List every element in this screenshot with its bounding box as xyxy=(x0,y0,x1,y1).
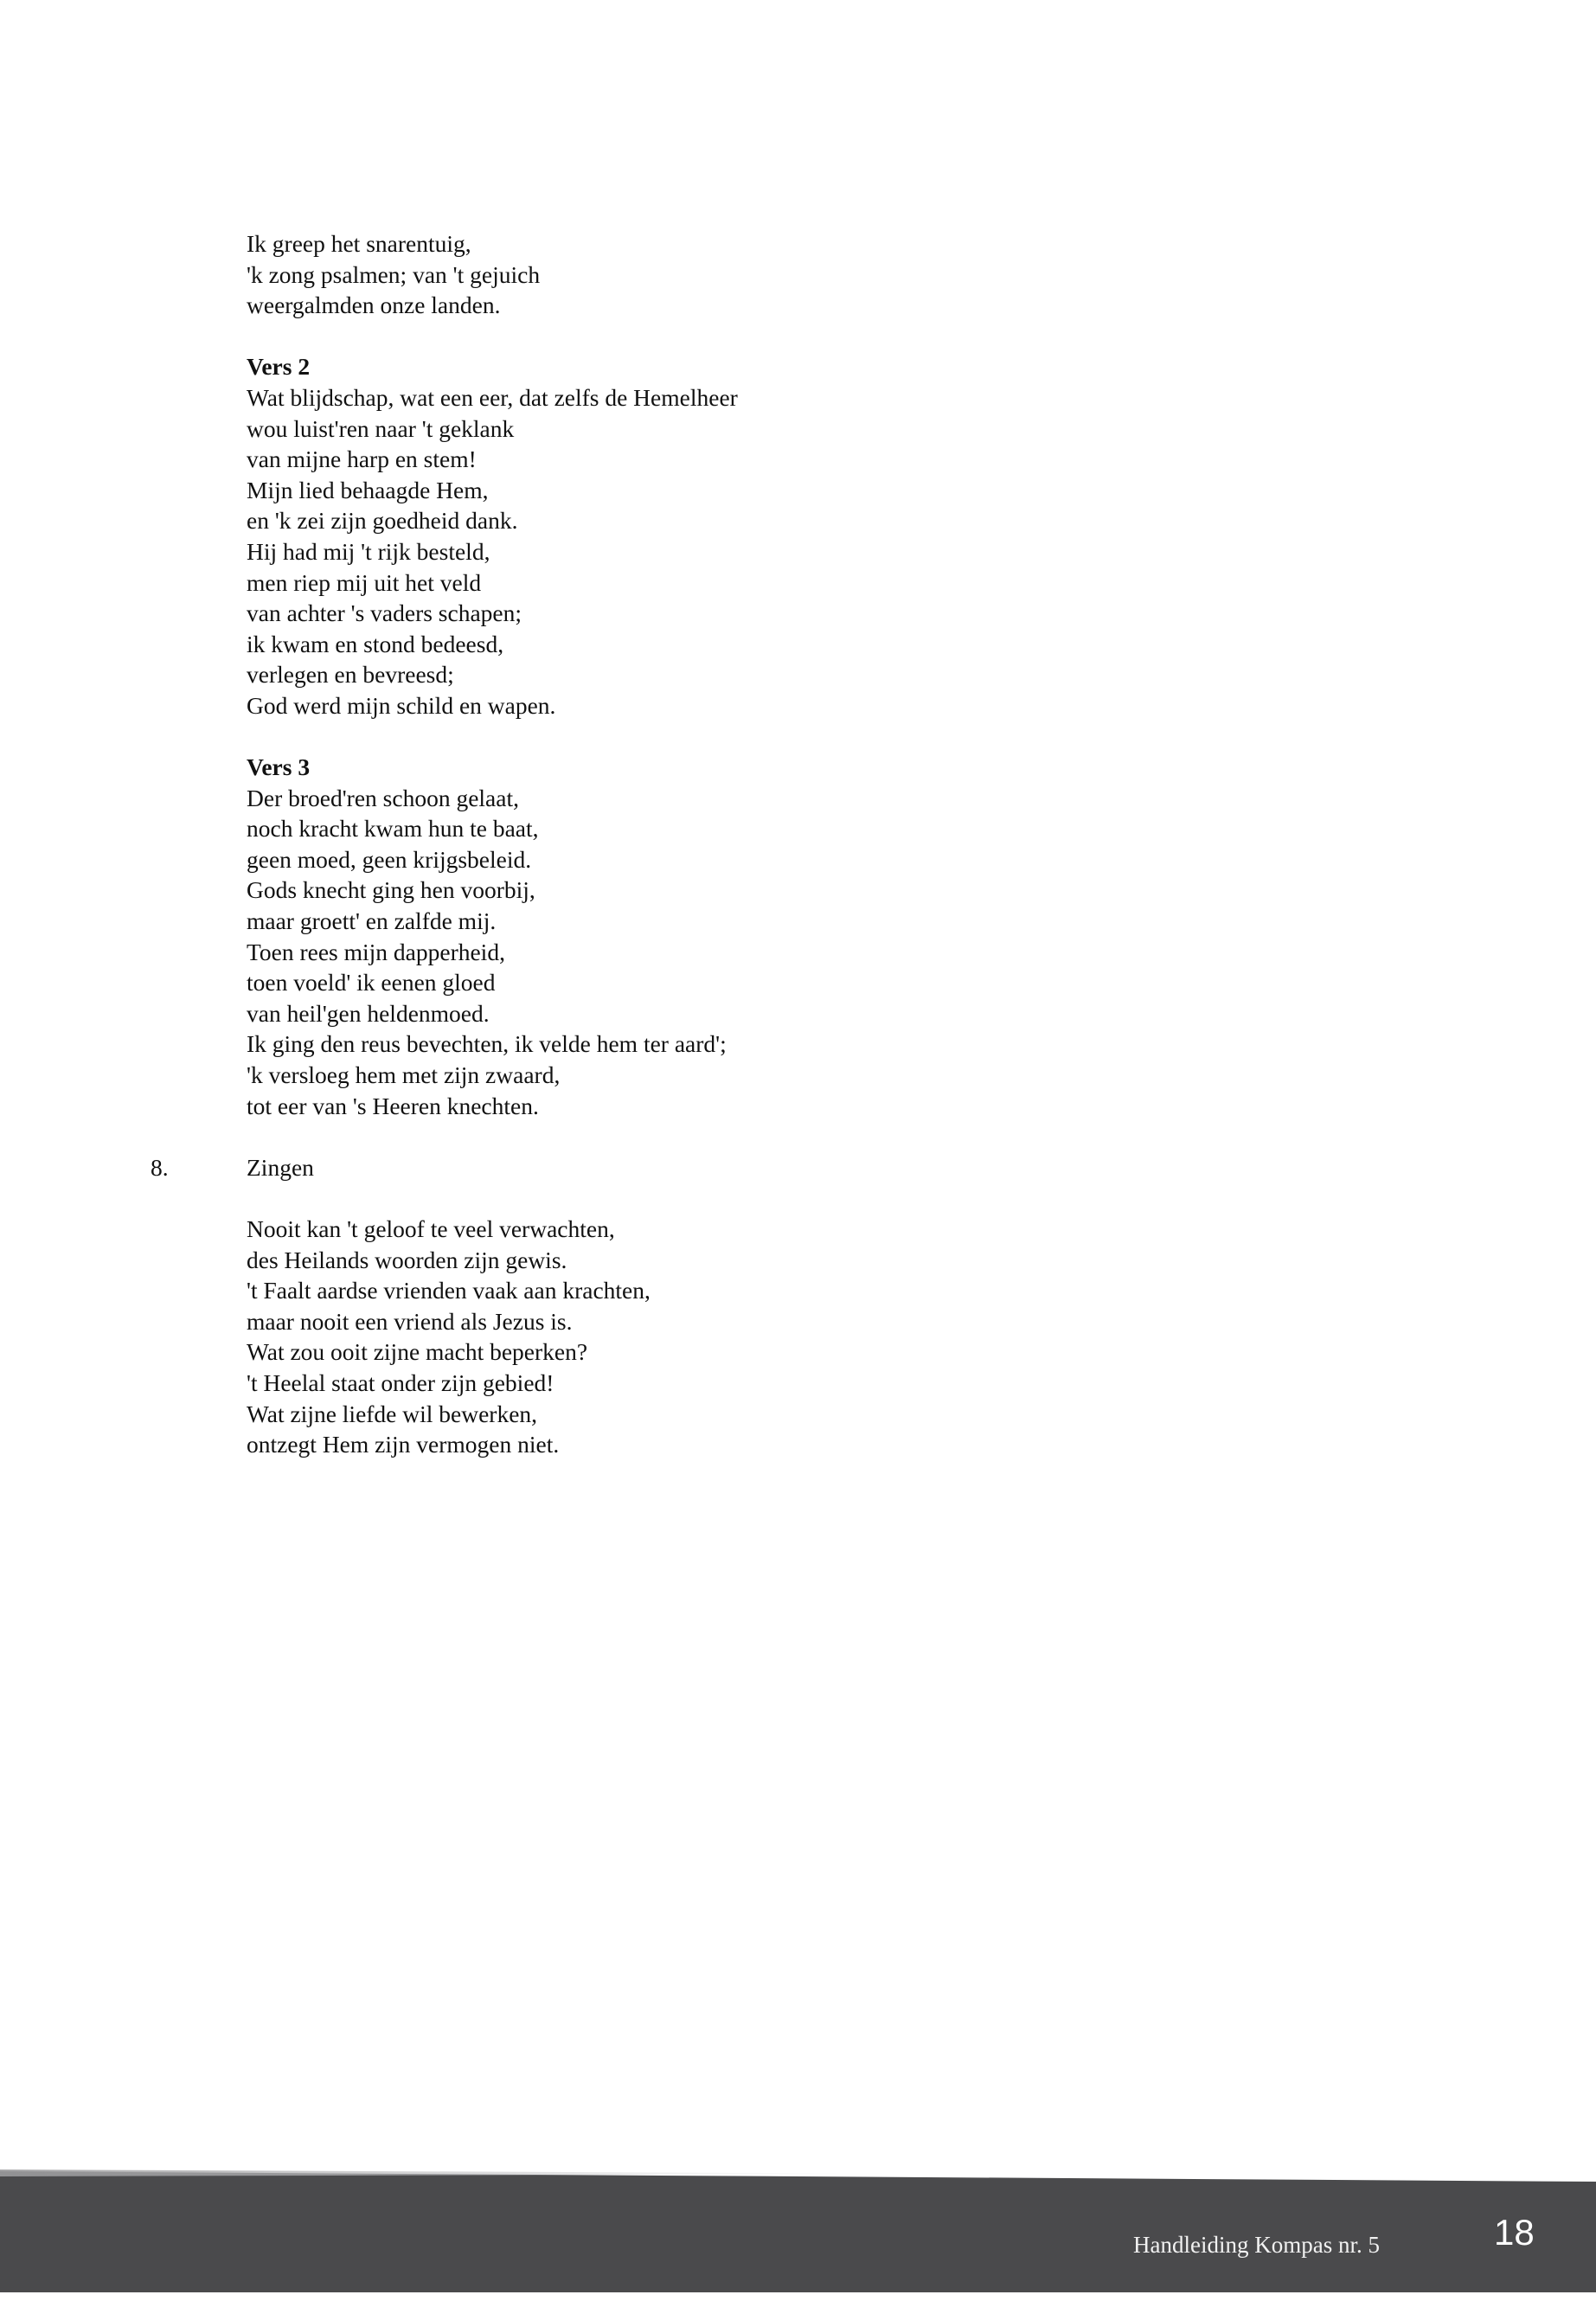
blank-line xyxy=(247,321,1371,352)
verse-line: geen moed, geen krijgsbeleid. xyxy=(247,845,532,873)
blank-line xyxy=(247,1121,1371,1152)
item-number: 8. xyxy=(151,1153,169,1181)
verse-line: 'k zong psalmen; van 't gejuich xyxy=(247,260,541,288)
verse-line: van mijne harp en stem! xyxy=(247,445,477,473)
blank-line xyxy=(247,1183,1371,1214)
song-line: 't Faalt aardse vrienden vaak aan krachten, xyxy=(247,1277,651,1304)
item-title: Zingen xyxy=(247,1153,314,1181)
verse-line: Toen rees mijn dapperheid, xyxy=(247,938,505,965)
verse-line: Ik ging den reus bevechten, ik velde hem ter aard'; xyxy=(247,1030,727,1058)
verse-line: Ik greep het snarentuig, xyxy=(247,230,471,257)
verse-line: ik kwam en stond bedeesd, xyxy=(247,630,504,657)
verse-line: weergalmden onze landen. xyxy=(247,292,501,319)
blank-line xyxy=(247,721,1371,753)
verse-line: Der broed'ren schoon gelaat, xyxy=(247,784,519,811)
verse-2 xyxy=(247,351,1371,721)
verse-line: verlegen en bevreesd; xyxy=(247,661,454,689)
item-8 xyxy=(151,1152,1371,1460)
song-line: maar nooit een vriend als Jezus is. xyxy=(247,1307,573,1335)
page-content xyxy=(151,228,1371,1460)
verse-line: men riep mij uit het veld xyxy=(247,568,482,596)
verse-1-tail xyxy=(247,228,1371,321)
verse-line: Wat blijdschap, wat een eer, dat zelfs de Hemelheer xyxy=(247,383,738,411)
verse-line: van achter 's vaders schapen; xyxy=(247,599,522,627)
song-line: Wat zou ooit zijne macht beperken? xyxy=(247,1338,588,1366)
verse-line: Gods knecht ging hen voorbij, xyxy=(247,876,535,904)
song-line: des Heilands woorden zijn gewis. xyxy=(247,1246,567,1273)
verse-line: Mijn lied behaagde Hem, xyxy=(247,476,489,503)
verse-heading: Vers 2 xyxy=(247,353,311,381)
verse-line: wou luist'ren naar 't geklank xyxy=(247,414,515,442)
verse-line: toen voeld' ik eenen gloed xyxy=(247,969,496,997)
item-heading xyxy=(151,1152,1371,1183)
verse-3 xyxy=(247,752,1371,1121)
verse-line: tot eer van 's Heeren knechten. xyxy=(247,1092,539,1119)
verse-line: God werd mijn schild en wapen. xyxy=(247,691,556,719)
page-number: 18 xyxy=(1494,2212,1535,2253)
page-footer xyxy=(0,2170,1596,2301)
verse-heading: Vers 3 xyxy=(247,753,311,781)
song-line: 't Heelal staat onder zijn gebied! xyxy=(247,1368,554,1396)
verse-line: en 'k zei zijn goedheid dank. xyxy=(247,507,518,535)
verse-line: Hij had mij 't rijk besteld, xyxy=(247,537,490,565)
song-line: Wat zijne liefde wil bewerken, xyxy=(247,1400,538,1427)
verse-line: maar groett' en zalfde mij. xyxy=(247,907,497,935)
verse-line: noch kracht kwam hun te baat, xyxy=(247,815,539,843)
song-line: ontzegt Hem zijn vermogen niet. xyxy=(247,1431,560,1458)
footer-title: Handleiding Kompas nr. 5 xyxy=(1133,2232,1380,2258)
verse-line: 'k versloeg hem met zijn zwaard, xyxy=(247,1061,561,1089)
verse-line: van heil'gen heldenmoed. xyxy=(247,999,490,1027)
song-line: Nooit kan 't geloof te veel verwachten, xyxy=(247,1215,615,1242)
